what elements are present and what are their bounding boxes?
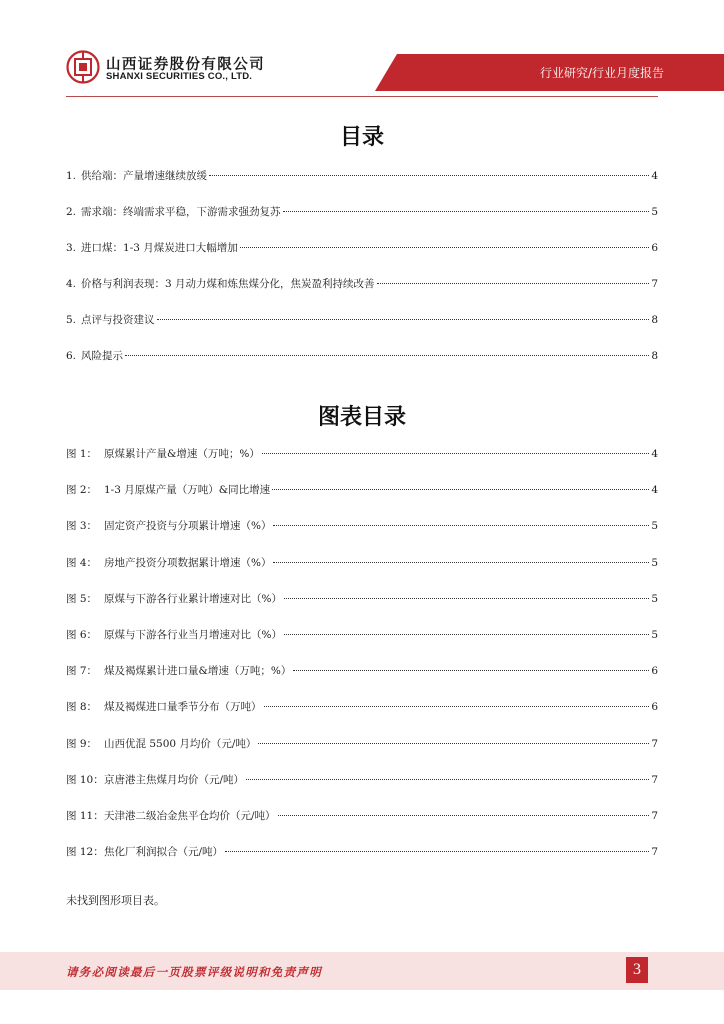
figure-title: 煤及褐煤进口量季节分布（万吨） — [104, 701, 262, 714]
figure-label: 图 8： — [66, 701, 98, 714]
figure-title: 原煤累计产量&增速（万吨；%） — [104, 448, 260, 460]
toc-title: 风险提示 — [81, 350, 124, 362]
dot-leader — [209, 175, 649, 176]
figure-label: 图 7： — [66, 665, 98, 678]
figure-page: 5 — [651, 628, 658, 641]
company-name-cn: 山西证券股份有限公司 — [106, 57, 265, 73]
figure-entry[interactable] — [66, 844, 658, 880]
figure-title: 京唐港主焦煤月均价（元/吨） — [104, 773, 245, 786]
figure-entry[interactable] — [66, 663, 658, 699]
page-header — [0, 0, 724, 100]
figure-page: 7 — [651, 846, 658, 859]
figure-title: 原煤与下游各行业当月增速对比（%） — [104, 628, 282, 641]
figure-page: 5 — [651, 556, 658, 569]
figure-page: 4 — [651, 448, 658, 460]
dot-leader — [272, 489, 649, 490]
figure-title: 煤及褐煤累计进口量&增速（万吨；%） — [104, 665, 292, 678]
figure-page: 5 — [651, 520, 658, 533]
figure-entry[interactable] — [66, 518, 658, 554]
dot-leader — [293, 670, 649, 671]
figure-entry[interactable] — [66, 772, 658, 808]
dot-leader — [125, 355, 649, 356]
toc-entry[interactable] — [66, 312, 658, 348]
figure-entry[interactable] — [66, 446, 658, 482]
figure-page: 6 — [651, 665, 658, 678]
toc-title: 价格与利润表现：3 月动力煤和炼焦煤分化，焦炭盈利持续改善 — [81, 278, 375, 290]
dot-leader — [246, 779, 649, 780]
figure-title: 天津港二级冶金焦平仓均价（元/吨） — [104, 809, 276, 822]
figure-page: 7 — [651, 809, 658, 822]
figure-label: 图 1： — [66, 448, 98, 460]
dot-leader — [273, 525, 649, 526]
figure-label: 图 4： — [66, 556, 98, 569]
toc-entry[interactable] — [66, 240, 658, 276]
dot-leader — [284, 634, 649, 635]
toc-page: 7 — [651, 278, 658, 290]
toc-title: 需求端：终端需求平稳，下游需求强劲复苏 — [81, 206, 281, 218]
dot-leader — [225, 851, 649, 852]
dot-leader — [278, 815, 650, 816]
figure-entry[interactable] — [66, 736, 658, 772]
figure-entry[interactable] — [66, 591, 658, 627]
toc-entry[interactable] — [66, 204, 658, 240]
toc-page: 4 — [651, 170, 658, 182]
figure-page: 7 — [651, 773, 658, 786]
toc-number: 5. — [66, 314, 77, 326]
header-divider — [66, 96, 658, 97]
figure-entry[interactable] — [66, 482, 658, 518]
figure-entry[interactable] — [66, 627, 658, 663]
toc-number: 1. — [66, 170, 77, 182]
dot-leader — [157, 319, 650, 320]
list-of-figures — [66, 446, 658, 880]
dot-leader — [283, 211, 650, 212]
figure-page: 6 — [651, 701, 658, 714]
figure-label: 图 2： — [66, 484, 98, 497]
dot-leader — [240, 247, 650, 248]
toc-number: 2. — [66, 206, 77, 218]
toc-title: 进口煤：1-3 月煤炭进口大幅增加 — [81, 242, 238, 254]
figures-heading: 图表目录 — [317, 404, 406, 430]
figure-title: 固定资产投资与分项累计增速（%） — [104, 520, 272, 533]
figure-title: 焦化厂利润拟合（元/吨） — [104, 846, 224, 859]
figure-page: 5 — [651, 592, 658, 605]
toc-entry[interactable] — [66, 348, 658, 384]
figure-title: 原煤与下游各行业累计增速对比（%） — [104, 592, 282, 605]
toc-title: 点评与投资建议 — [81, 314, 155, 326]
figure-entry[interactable] — [66, 555, 658, 591]
figure-label: 图 12： — [66, 846, 104, 859]
toc-title: 供给端：产量增速继续放缓 — [81, 170, 208, 182]
figure-label: 图 5： — [66, 592, 98, 605]
toc-number: 6. — [66, 350, 77, 362]
dot-leader — [377, 283, 650, 284]
toc-heading: 目录 — [339, 124, 384, 150]
toc-page: 5 — [651, 206, 658, 218]
dot-leader — [273, 562, 649, 563]
no-figures-note: 未找到图形项目表。 — [66, 894, 165, 907]
figure-entry[interactable] — [66, 808, 658, 844]
company-logo-icon — [66, 50, 100, 84]
footer-disclaimer: 请务必阅读最后一页股票评级说明和免责声明 — [66, 965, 322, 979]
toc-page: 8 — [651, 350, 658, 362]
figure-label: 图 9： — [66, 737, 98, 750]
report-type: 行业研究/行业月度报告 — [539, 66, 664, 80]
figure-label: 图 6： — [66, 628, 98, 641]
figure-title: 1-3 月原煤产量（万吨）&同比增速 — [104, 484, 271, 497]
figure-page: 7 — [651, 737, 658, 750]
figure-label: 图 10： — [66, 773, 104, 786]
toc-entry[interactable] — [66, 276, 658, 312]
figure-title: 房地产投资分项数据累计增速（%） — [104, 556, 272, 569]
figure-label: 图 3： — [66, 520, 98, 533]
toc-page: 8 — [651, 314, 658, 326]
figure-label: 图 11： — [66, 809, 104, 822]
dot-leader — [262, 453, 649, 454]
dot-leader — [264, 706, 650, 707]
toc-page: 6 — [651, 242, 658, 254]
toc-number: 3. — [66, 242, 77, 254]
table-of-contents — [66, 168, 658, 384]
figure-entry[interactable] — [66, 699, 658, 735]
dot-leader — [284, 598, 649, 599]
company-name-en: SHANXI SECURITIES CO., LTD. — [106, 71, 253, 82]
figure-page: 4 — [651, 484, 658, 497]
toc-number: 4. — [66, 278, 77, 290]
page-number: 3 — [626, 957, 648, 983]
toc-entry[interactable] — [66, 168, 658, 204]
figure-title: 山西优混 5500 月均价（元/吨） — [104, 737, 257, 750]
dot-leader — [258, 743, 649, 744]
